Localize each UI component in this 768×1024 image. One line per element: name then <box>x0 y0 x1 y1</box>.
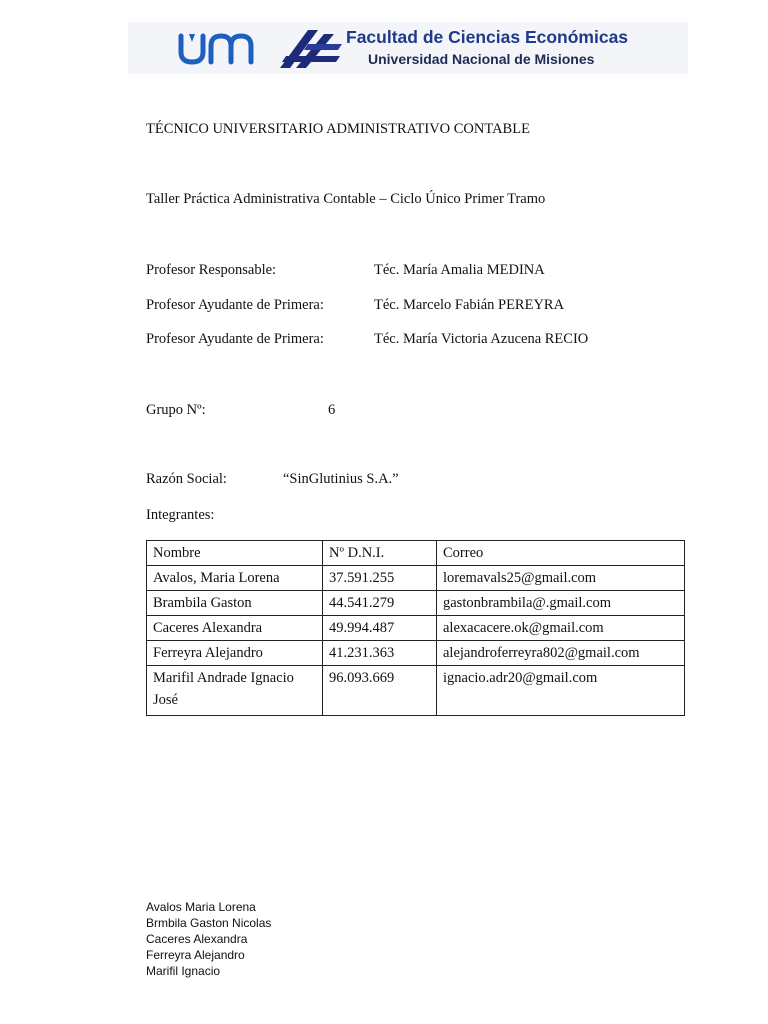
table-row <box>147 616 685 641</box>
fce-logo-icon <box>278 26 344 70</box>
footer-name: Ferreyra Alejandro <box>146 948 245 962</box>
staff-name: Téc. María Amalia MEDINA <box>374 262 545 278</box>
staff-name: Téc. Marcelo Fabián PEREYRA <box>374 297 565 313</box>
staff-role: Profesor Ayudante de Primera: <box>146 331 324 347</box>
staff-name: Téc. María Victoria Azucena RECIO <box>374 331 589 347</box>
column-header-email: Correo <box>437 541 685 566</box>
company-value: “SinGlutinius S.A.” <box>283 471 399 487</box>
company-label: Razón Social: <box>146 471 227 487</box>
footer-name: Avalos Maria Lorena <box>146 900 256 914</box>
cell-email: loremavals25@gmail.com <box>437 566 685 591</box>
unam-logo-icon <box>176 28 262 68</box>
staff-role: Profesor Responsable: <box>146 262 277 278</box>
header-banner <box>128 22 688 74</box>
faculty-name: Facultad de Ciencias Económicas <box>346 27 629 47</box>
cell-email: gastonbrambila@.gmail.com <box>437 591 685 616</box>
cell-name: Brambila Gaston <box>147 591 323 616</box>
column-header-name: Nombre <box>147 541 323 566</box>
cell-name: Avalos, Maria Lorena <box>147 566 323 591</box>
column-header-dni: Nº D.N.I. <box>323 541 437 566</box>
footer-name: Caceres Alexandra <box>146 932 248 946</box>
staff-role: Profesor Ayudante de Primera: <box>146 297 324 313</box>
cell-email: ignacio.adr20@gmail.com <box>437 666 685 716</box>
footer-name: Marifil Ignacio <box>146 964 221 978</box>
table-row <box>147 566 685 591</box>
cell-name: Marifil Andrade Ignacio José <box>147 666 323 716</box>
group-label: Grupo Nº: <box>146 402 206 418</box>
table-header-row <box>147 541 685 566</box>
footer-names <box>146 899 271 979</box>
group-value: 6 <box>328 402 336 418</box>
program-title: TÉCNICO UNIVERSITARIO ADMINISTRATIVO CONTABLE <box>146 121 530 137</box>
members-label: Integrantes: <box>146 507 215 523</box>
cell-email: alexacacere.ok@gmail.com <box>437 616 685 641</box>
cell-name: Ferreyra Alejandro <box>147 641 323 666</box>
members-table <box>146 540 685 716</box>
university-name: Universidad Nacional de Misiones <box>368 51 595 67</box>
table-row <box>147 666 685 716</box>
cell-email: alejandroferreyra802@gmail.com <box>437 641 685 666</box>
table-row <box>147 591 685 616</box>
cell-name: Caceres Alexandra <box>147 616 323 641</box>
course-title: Taller Práctica Administrativa Contable – Ciclo Único Primer Tramo <box>146 191 546 207</box>
cell-dni: 41.231.363 <box>323 641 437 666</box>
table-row <box>147 641 685 666</box>
cell-dni: 49.994.487 <box>323 616 437 641</box>
cell-dni: 96.093.669 <box>323 666 437 716</box>
footer-name: Brmbila Gaston Nicolas <box>146 916 272 930</box>
cell-dni: 37.591.255 <box>323 566 437 591</box>
cell-dni: 44.541.279 <box>323 591 437 616</box>
